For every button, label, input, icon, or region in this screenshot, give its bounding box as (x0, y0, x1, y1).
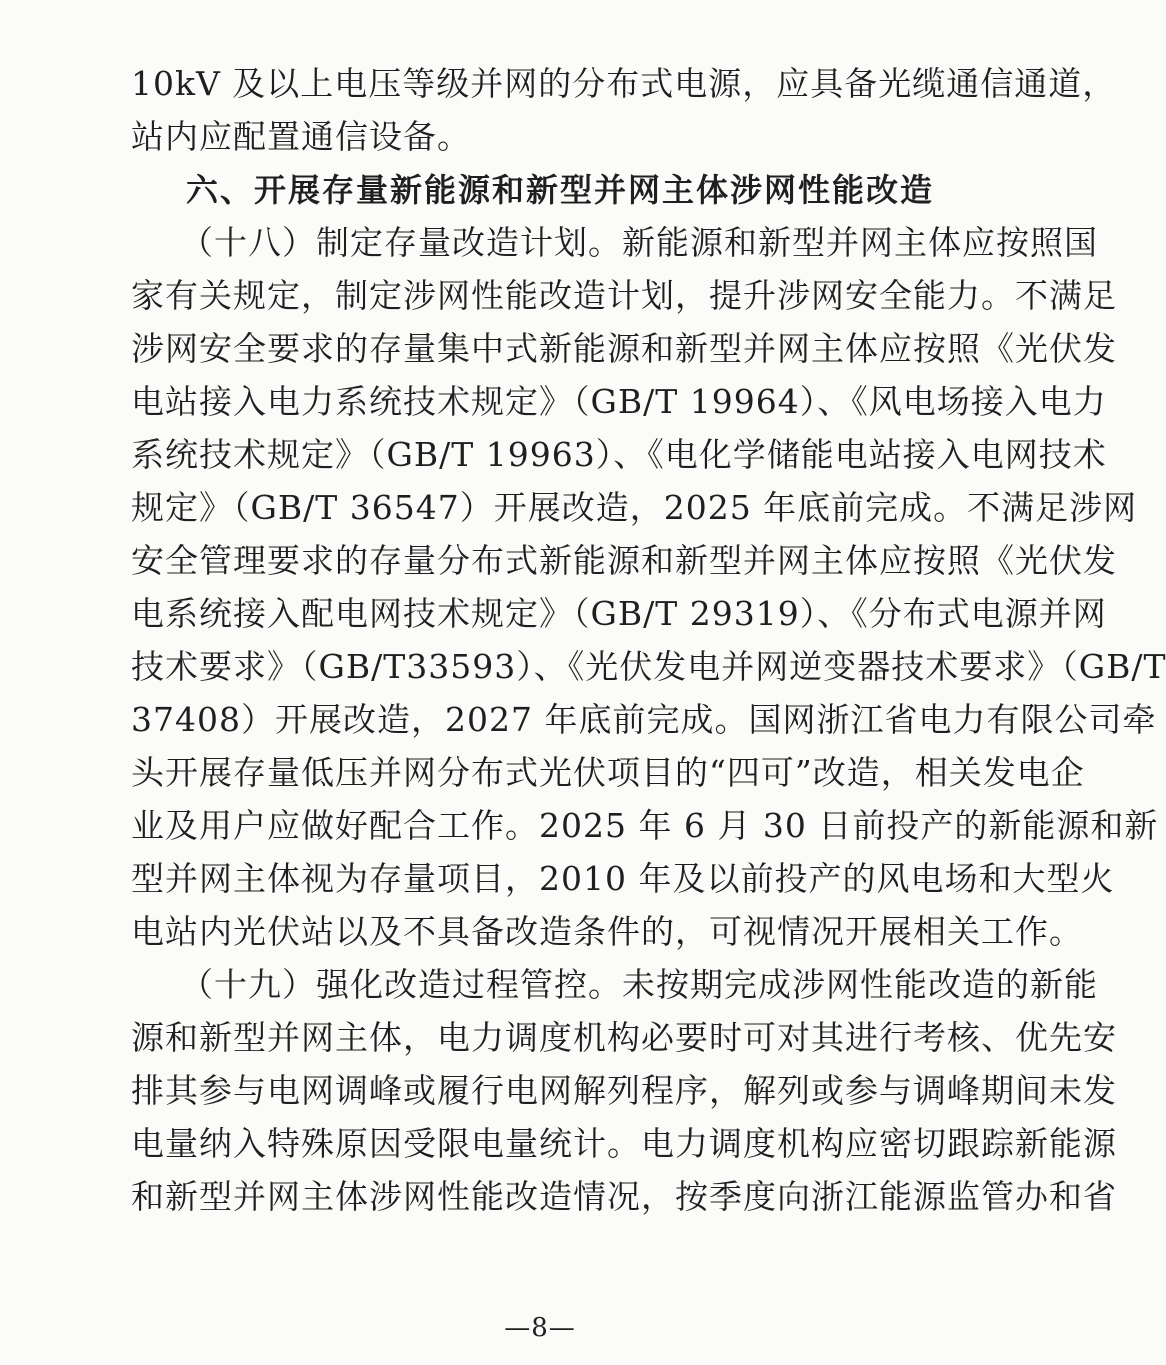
text-line: 规定》（GB/T 36547）开展改造，2025 年底前完成。不满足涉网 (131, 488, 1138, 527)
text-line: 电系统接入配电网技术规定》（GB/T 29319）、《分布式电源并网 (131, 594, 1107, 633)
text-line: 和新型并网主体涉网性能改造情况，按季度向浙江能源监管办和省 (131, 1177, 1117, 1216)
text-line: 家有关规定，制定涉网性能改造计划，提升涉网安全能力。不满足 (131, 276, 1117, 315)
section-heading: 六、开展存量新能源和新型并网主体涉网性能改造 (186, 171, 935, 209)
text-line: 源和新型并网主体，电力调度机构必要时可对其进行考核、优先安 (131, 1018, 1117, 1057)
text-line: 10kV 及以上电压等级并网的分布式电源，应具备光缆通信通道， (131, 64, 1117, 103)
text-line: 涉网安全要求的存量集中式新能源和新型并网主体应按照《光伏发 (131, 329, 1117, 368)
text-line: 头开展存量低压并网分布式光伏项目的“四可”改造，相关发电企 (131, 753, 1085, 792)
text-line: 电量纳入特殊原因受限电量统计。电力调度机构应密切跟踪新能源 (131, 1124, 1117, 1163)
text-line: 排其参与电网调峰或履行电网解列程序，解列或参与调峰期间未发 (131, 1071, 1117, 1110)
text-line: 站内应配置通信设备。 (131, 117, 471, 156)
text-line: 业及用户应做好配合工作。2025 年 6 月 30 日前投产的新能源和新 (131, 806, 1159, 845)
page-number: —8— (504, 1313, 576, 1343)
paragraph-start-line: （十八）制定存量改造计划。新能源和新型并网主体应按照国 (180, 223, 1098, 262)
text-line: 型并网主体视为存量项目，2010 年及以前投产的风电场和大型火 (131, 859, 1115, 898)
text-line: 电站内光伏站以及不具备改造条件的，可视情况开展相关工作。 (131, 912, 1083, 951)
text-line: 安全管理要求的存量分布式新能源和新型并网主体应按照《光伏发 (131, 541, 1117, 580)
text-line: 电站接入电力系统技术规定》（GB/T 19964）、《风电场接入电力 (131, 382, 1107, 421)
text-line: 37408）开展改造，2027 年底前完成。国网浙江省电力有限公司牵 (131, 700, 1157, 739)
text-line: 系统技术规定》（GB/T 19963）、《电化学储能电站接入电网技术 (131, 435, 1107, 474)
text-line: 技术要求》（GB/T33593）、《光伏发电并网逆变器技术要求》（GB/T (131, 647, 1166, 686)
paragraph-start-line: （十九）强化改造过程管控。未按期完成涉网性能改造的新能 (180, 965, 1098, 1004)
